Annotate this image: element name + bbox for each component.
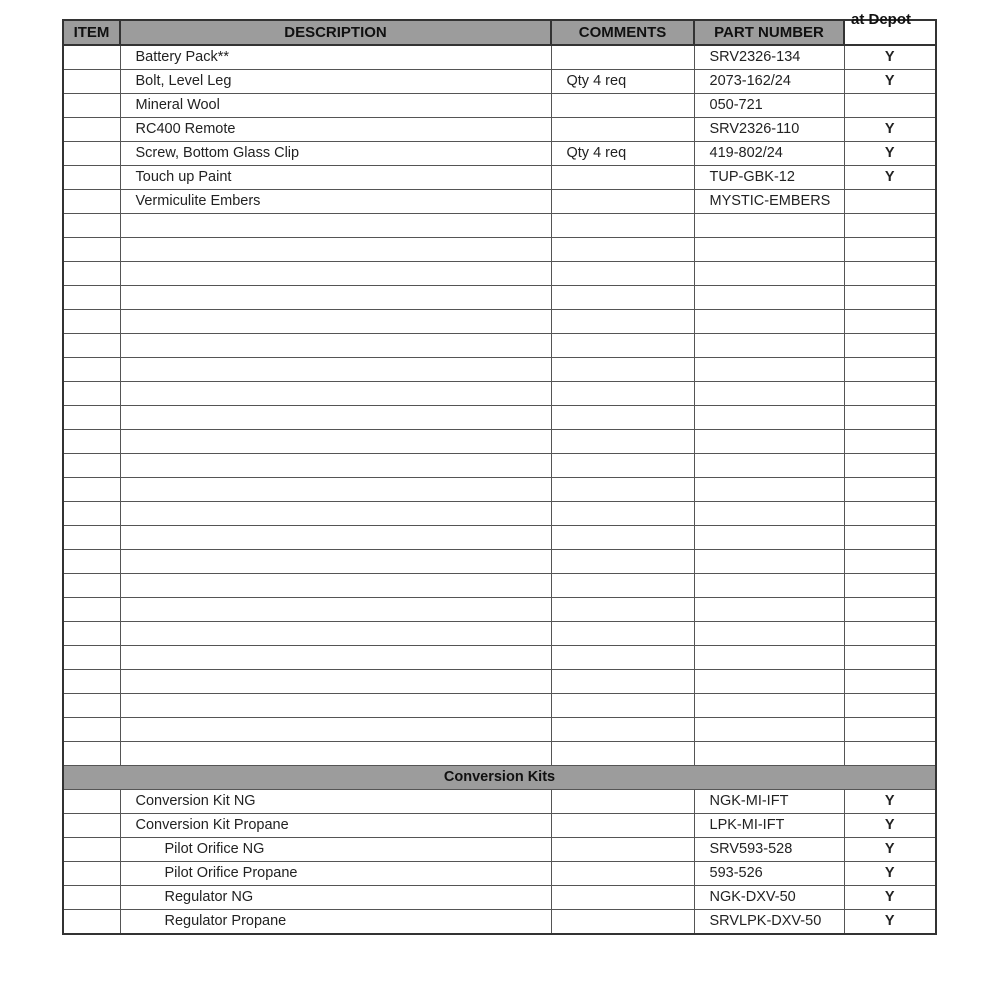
empty-row — [63, 454, 936, 478]
table-row — [63, 142, 936, 166]
item-cell — [63, 526, 120, 550]
comments-cell: Qty 4 req — [551, 142, 694, 166]
part-number-cell: 593-526 — [694, 862, 844, 886]
depot-cell — [844, 94, 936, 118]
table-row — [63, 45, 936, 70]
part-number-cell: TUP-GBK-12 — [694, 166, 844, 190]
table-row — [63, 886, 936, 910]
description-cell: Regulator Propane — [120, 910, 551, 935]
comments-cell — [551, 694, 694, 718]
empty-row — [63, 550, 936, 574]
depot-cell — [844, 574, 936, 598]
part-number-cell: 2073-162/24 — [694, 70, 844, 94]
parts-table — [62, 11, 937, 935]
part-number-cell: SRV593-528 — [694, 838, 844, 862]
empty-row — [63, 382, 936, 406]
description-cell — [120, 358, 551, 382]
part-number-cell — [694, 622, 844, 646]
item-cell — [63, 838, 120, 862]
description-cell — [120, 286, 551, 310]
part-number-cell: MYSTIC-EMBERS — [694, 190, 844, 214]
comments-cell — [551, 502, 694, 526]
comments-cell — [551, 406, 694, 430]
comments-cell — [551, 286, 694, 310]
empty-row — [63, 334, 936, 358]
description-cell — [120, 406, 551, 430]
depot-cell — [844, 214, 936, 238]
empty-row — [63, 646, 936, 670]
depot-cell: Y — [844, 838, 936, 862]
depot-cell: Y — [844, 166, 936, 190]
item-cell — [63, 694, 120, 718]
comments-cell — [551, 814, 694, 838]
header-row — [63, 20, 936, 45]
comments-cell — [551, 550, 694, 574]
item-cell — [63, 550, 120, 574]
empty-row — [63, 406, 936, 430]
comments-cell — [551, 886, 694, 910]
depot-cell — [844, 478, 936, 502]
depot-cell: Y — [844, 118, 936, 142]
section-header-row — [63, 766, 936, 790]
depot-cell — [844, 286, 936, 310]
empty-row — [63, 286, 936, 310]
item-cell — [63, 430, 120, 454]
part-number-cell — [694, 286, 844, 310]
item-cell — [63, 262, 120, 286]
part-number-cell — [694, 382, 844, 406]
table-row — [63, 790, 936, 814]
item-cell — [63, 742, 120, 766]
empty-row — [63, 310, 936, 334]
description-cell — [120, 430, 551, 454]
part-number-cell — [694, 742, 844, 766]
description-cell — [120, 214, 551, 238]
part-number-cell — [694, 574, 844, 598]
comments-cell — [551, 790, 694, 814]
part-number-cell — [694, 238, 844, 262]
item-cell — [63, 238, 120, 262]
description-cell — [120, 622, 551, 646]
description-cell: Mineral Wool — [120, 94, 551, 118]
description-cell — [120, 694, 551, 718]
part-number-cell — [694, 694, 844, 718]
description-cell: Battery Pack** — [120, 45, 551, 70]
depot-header — [844, 11, 936, 45]
comments-cell — [551, 430, 694, 454]
comments-cell — [551, 118, 694, 142]
depot-header-label: at Depot — [851, 11, 911, 28]
depot-cell — [844, 310, 936, 334]
item-cell — [63, 886, 120, 910]
table-row — [63, 70, 936, 94]
item-cell — [63, 454, 120, 478]
item-cell — [63, 286, 120, 310]
depot-cell: Y — [844, 886, 936, 910]
empty-row — [63, 238, 936, 262]
item-cell — [63, 478, 120, 502]
part-number-cell: NGK-DXV-50 — [694, 886, 844, 910]
part-number-cell — [694, 358, 844, 382]
depot-cell — [844, 622, 936, 646]
description-cell — [120, 574, 551, 598]
item-cell — [63, 358, 120, 382]
comments-cell — [551, 646, 694, 670]
description-cell — [120, 334, 551, 358]
description-cell: Vermiculite Embers — [120, 190, 551, 214]
item-cell — [63, 214, 120, 238]
description-cell: Pilot Orifice NG — [120, 838, 551, 862]
part-number-cell — [694, 454, 844, 478]
description-cell — [120, 454, 551, 478]
description-header: DESCRIPTION — [120, 20, 551, 45]
description-cell: Bolt, Level Leg — [120, 70, 551, 94]
description-cell — [120, 526, 551, 550]
item-cell — [63, 118, 120, 142]
comments-cell — [551, 166, 694, 190]
depot-cell — [844, 406, 936, 430]
item-cell — [63, 790, 120, 814]
comments-cell — [551, 358, 694, 382]
depot-cell — [844, 238, 936, 262]
item-cell — [63, 862, 120, 886]
part-number-cell — [694, 334, 844, 358]
parts-table-body — [63, 45, 936, 934]
table-row — [63, 910, 936, 935]
table-row — [63, 94, 936, 118]
depot-cell — [844, 358, 936, 382]
comments-cell — [551, 262, 694, 286]
item-cell — [63, 310, 120, 334]
comments-cell — [551, 574, 694, 598]
description-cell — [120, 382, 551, 406]
section-title: Conversion Kits — [63, 766, 936, 790]
description-cell: RC400 Remote — [120, 118, 551, 142]
part-number-cell — [694, 526, 844, 550]
part-number-cell: SRV2326-134 — [694, 45, 844, 70]
description-cell — [120, 310, 551, 334]
description-cell — [120, 646, 551, 670]
depot-cell: Y — [844, 45, 936, 70]
depot-cell — [844, 382, 936, 406]
empty-row — [63, 694, 936, 718]
description-cell — [120, 262, 551, 286]
part-number-cell — [694, 718, 844, 742]
description-cell — [120, 478, 551, 502]
item-cell — [63, 574, 120, 598]
description-cell — [120, 742, 551, 766]
part-number-cell: SRV2326-110 — [694, 118, 844, 142]
depot-cell — [844, 598, 936, 622]
comments-cell — [551, 910, 694, 935]
item-cell — [63, 406, 120, 430]
comments-cell — [551, 742, 694, 766]
comments-cell — [551, 238, 694, 262]
empty-row — [63, 358, 936, 382]
empty-row — [63, 622, 936, 646]
description-cell — [120, 238, 551, 262]
item-cell — [63, 45, 120, 70]
part-number-cell — [694, 406, 844, 430]
depot-cell — [844, 550, 936, 574]
empty-row — [63, 598, 936, 622]
part-number-cell: LPK-MI-IFT — [694, 814, 844, 838]
item-cell — [63, 70, 120, 94]
item-cell — [63, 94, 120, 118]
depot-cell — [844, 190, 936, 214]
table-row — [63, 190, 936, 214]
part-number-cell — [694, 646, 844, 670]
depot-cell — [844, 526, 936, 550]
empty-row — [63, 430, 936, 454]
comments-cell — [551, 622, 694, 646]
comments-cell — [551, 526, 694, 550]
comments-header: COMMENTS — [551, 20, 694, 45]
depot-cell — [844, 718, 936, 742]
part-number-cell — [694, 550, 844, 574]
depot-cell — [844, 670, 936, 694]
comments-cell — [551, 334, 694, 358]
depot-cell — [844, 454, 936, 478]
comments-cell — [551, 190, 694, 214]
depot-cell — [844, 334, 936, 358]
comments-cell — [551, 718, 694, 742]
comments-cell — [551, 478, 694, 502]
part-number-cell: SRVLPK-DXV-50 — [694, 910, 844, 935]
comments-cell — [551, 454, 694, 478]
table-row — [63, 118, 936, 142]
description-cell: Conversion Kit NG — [120, 790, 551, 814]
comments-cell: Qty 4 req — [551, 70, 694, 94]
empty-row — [63, 742, 936, 766]
comments-cell — [551, 310, 694, 334]
comments-cell — [551, 838, 694, 862]
empty-row — [63, 718, 936, 742]
description-cell: Touch up Paint — [120, 166, 551, 190]
comments-cell — [551, 382, 694, 406]
part-number-header: PART NUMBER — [694, 20, 844, 45]
empty-row — [63, 502, 936, 526]
item-cell — [63, 334, 120, 358]
item-cell — [63, 190, 120, 214]
item-cell — [63, 718, 120, 742]
depot-cell: Y — [844, 142, 936, 166]
depot-cell — [844, 262, 936, 286]
item-cell — [63, 142, 120, 166]
depot-cell — [844, 694, 936, 718]
depot-cell — [844, 502, 936, 526]
item-cell — [63, 166, 120, 190]
part-number-cell: 050-721 — [694, 94, 844, 118]
part-number-cell — [694, 502, 844, 526]
depot-cell: Y — [844, 862, 936, 886]
part-number-cell — [694, 598, 844, 622]
depot-cell — [844, 430, 936, 454]
comments-cell — [551, 862, 694, 886]
item-cell — [63, 382, 120, 406]
empty-row — [63, 574, 936, 598]
item-cell — [63, 598, 120, 622]
item-header: ITEM — [63, 20, 120, 45]
depot-cell: Y — [844, 910, 936, 935]
table-row — [63, 814, 936, 838]
table-row — [63, 166, 936, 190]
description-cell — [120, 718, 551, 742]
comments-cell — [551, 214, 694, 238]
depot-cell: Y — [844, 790, 936, 814]
item-cell — [63, 814, 120, 838]
empty-row — [63, 670, 936, 694]
description-cell — [120, 550, 551, 574]
part-number-cell — [694, 478, 844, 502]
part-number-cell — [694, 430, 844, 454]
table-row — [63, 838, 936, 862]
part-number-cell: 419-802/24 — [694, 142, 844, 166]
depot-cell: Y — [844, 70, 936, 94]
description-cell — [120, 598, 551, 622]
item-cell — [63, 622, 120, 646]
description-cell: Screw, Bottom Glass Clip — [120, 142, 551, 166]
part-number-cell — [694, 310, 844, 334]
item-cell — [63, 910, 120, 935]
part-number-cell: NGK-MI-IFT — [694, 790, 844, 814]
item-cell — [63, 646, 120, 670]
part-number-cell — [694, 262, 844, 286]
part-number-cell — [694, 670, 844, 694]
depot-cell: Y — [844, 814, 936, 838]
empty-row — [63, 526, 936, 550]
table-row — [63, 862, 936, 886]
item-cell — [63, 502, 120, 526]
description-cell: Pilot Orifice Propane — [120, 862, 551, 886]
empty-row — [63, 478, 936, 502]
part-number-cell — [694, 214, 844, 238]
description-cell: Regulator NG — [120, 886, 551, 910]
depot-cell — [844, 646, 936, 670]
comments-cell — [551, 45, 694, 70]
empty-row — [63, 214, 936, 238]
comments-cell — [551, 670, 694, 694]
depot-cell — [844, 742, 936, 766]
description-cell: Conversion Kit Propane — [120, 814, 551, 838]
description-cell — [120, 502, 551, 526]
empty-row — [63, 262, 936, 286]
comments-cell — [551, 598, 694, 622]
comments-cell — [551, 94, 694, 118]
description-cell — [120, 670, 551, 694]
item-cell — [63, 670, 120, 694]
